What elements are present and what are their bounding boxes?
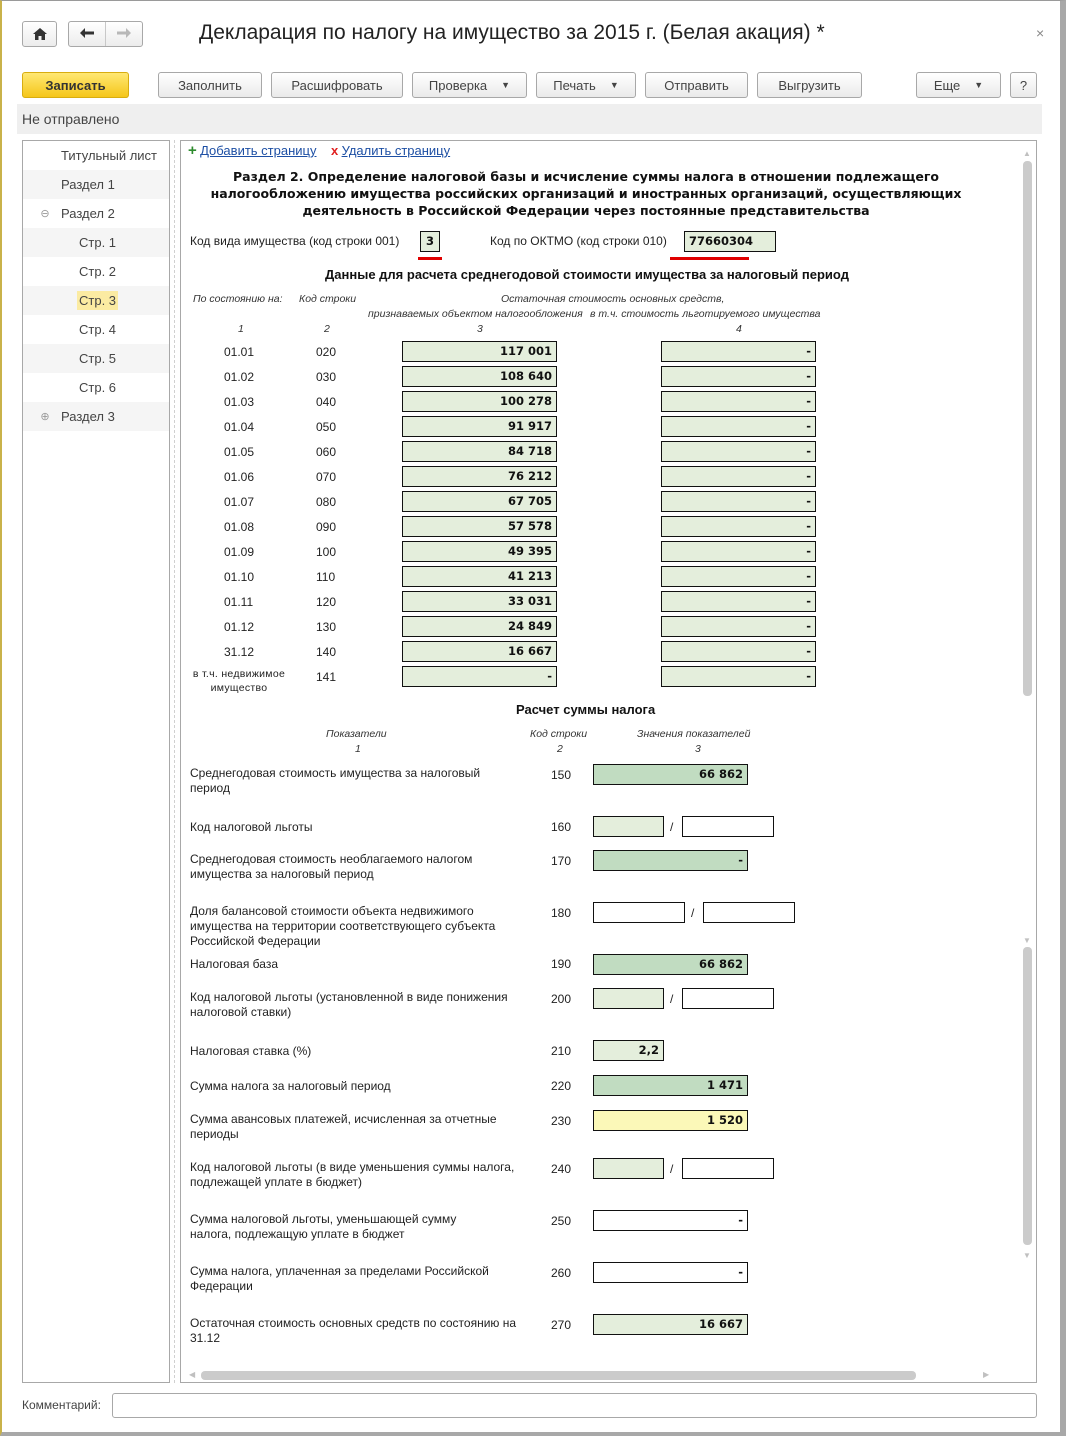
indicator-label: Среднегодовая стоимость необлагаемого налогом имущества за налоговый период	[190, 852, 473, 881]
scroll-right-icon[interactable]: ▶	[983, 1370, 990, 1379]
exempt-value-field[interactable]: -	[661, 341, 816, 362]
comment-input[interactable]	[112, 1393, 1037, 1418]
col-header-indicator: Показатели	[326, 728, 387, 740]
share-numerator-field[interactable]	[593, 902, 685, 923]
taxable-value-field[interactable]: 16 667	[402, 641, 557, 662]
save-button[interactable]	[22, 72, 129, 98]
row-date: 01.10	[224, 570, 255, 584]
col-header-residual: Остаточная стоимость основных средств,	[501, 293, 725, 305]
exempt-value-field[interactable]: -	[661, 416, 816, 437]
line-code: 150	[551, 768, 572, 782]
row-code: 110	[316, 570, 336, 584]
avg-table-title: Данные для расчета среднегодовой стоимости имущества за налоговый период	[325, 267, 849, 282]
home-icon	[33, 28, 47, 40]
row-date: 01.01	[224, 345, 255, 359]
row-code: 030	[316, 370, 337, 384]
indicator-label: Доля балансовой стоимости объекта недвижимого имущества на территории соответствующего субъекта Российской Федерации	[190, 904, 496, 948]
sidebar-item-label: Раздел 2	[61, 206, 115, 221]
line-code: 260	[551, 1266, 572, 1280]
row-code: 141	[316, 670, 337, 684]
taxable-value-field[interactable]: 33 031	[402, 591, 557, 612]
col-header-value: Значения показателей	[637, 728, 751, 740]
decode-button[interactable]	[271, 72, 403, 98]
foreign-tax-field[interactable]: -	[593, 1262, 748, 1283]
exempt-value-field[interactable]: -	[661, 616, 816, 637]
taxable-value-field[interactable]: 67 705	[402, 491, 557, 512]
row-code: 040	[316, 395, 337, 409]
taxable-value-field[interactable]: 49 395	[402, 541, 557, 562]
row-code: 080	[316, 495, 337, 509]
taxable-value-field[interactable]: 100 278	[402, 391, 557, 412]
indicator-label: Среднегодовая стоимость имущества за налоговый период	[190, 766, 481, 795]
indicator-label: Остаточная стоимость основных средств по состоянию на 31.12	[190, 1316, 517, 1345]
section-tree	[22, 140, 170, 1383]
help-icon: ?	[1019, 77, 1028, 93]
comment-label: Комментарий:	[22, 1398, 101, 1412]
taxable-value-field[interactable]: 41 213	[402, 566, 557, 587]
taxable-value-field[interactable]: 24 849	[402, 616, 557, 637]
send-status: Не отправлено	[17, 104, 1042, 134]
home-button[interactable]	[22, 21, 57, 47]
col-number: 1	[355, 743, 361, 755]
indicator-label: Сумма налоговой льготы, уменьшающей сумму налога, подлежащую уплате в бюджет	[190, 1212, 457, 1241]
line-code: 160	[551, 820, 572, 834]
row-code: 130	[316, 620, 337, 634]
history-nav	[68, 21, 143, 47]
sidebar-item-section-2[interactable]	[23, 199, 169, 228]
chevron-down-icon: ▼	[609, 80, 619, 90]
line-code: 230	[551, 1114, 572, 1128]
scroll-left-icon[interactable]: ◀	[189, 1370, 196, 1379]
line-code: 240	[551, 1162, 572, 1176]
benefit-amount-field[interactable]: -	[593, 1210, 748, 1231]
close-icon[interactable]: ×	[1036, 25, 1045, 41]
fill-label: Заполнить	[178, 77, 242, 93]
row-date: 31.12	[224, 645, 255, 659]
exempt-value-field[interactable]: -	[661, 441, 816, 462]
delete-page-action[interactable]	[331, 143, 450, 158]
sidebar-item-label: Титульный лист	[61, 148, 158, 163]
col-header-code: Код строки	[299, 293, 357, 305]
rate-benefit-extra-field[interactable]	[682, 988, 774, 1009]
row-date: 01.07	[224, 495, 255, 509]
row-date: 01.03	[224, 395, 255, 409]
check-dropdown[interactable]	[412, 72, 527, 98]
row-date: 01.05	[224, 445, 255, 459]
oktmo-label: Код по ОКТМО (код строки 010)	[490, 234, 667, 248]
line-code: 200	[551, 992, 572, 1006]
exempt-value-field[interactable]: -	[661, 491, 816, 512]
taxable-value-field[interactable]: 91 917	[402, 416, 557, 437]
back-button[interactable]	[69, 22, 106, 46]
sidebar-item-title-page[interactable]	[23, 141, 169, 170]
row-code: 120	[316, 595, 337, 609]
sidebar-item-section-3[interactable]	[23, 402, 169, 431]
expand-icon[interactable]: ⊕	[40, 411, 50, 423]
taxable-value-field[interactable]: 57 578	[402, 516, 557, 537]
sidebar-item-page-5[interactable]	[23, 344, 169, 373]
col-number: 1	[238, 323, 244, 335]
benefit-code-extra-field[interactable]	[682, 816, 774, 837]
decode-label: Расшифровать	[291, 77, 383, 93]
help-button[interactable]	[1010, 72, 1037, 98]
row-code: 060	[316, 445, 337, 459]
scroll-down-icon[interactable]: ▼	[1023, 1251, 1031, 1260]
col-header-exempt: в т.ч. стоимость льготируемого имущества	[590, 308, 821, 320]
line-code: 210	[551, 1044, 572, 1058]
row-code: 140	[316, 645, 337, 659]
forward-button[interactable]	[106, 22, 142, 46]
row-date: 01.09	[224, 545, 255, 559]
vertical-scrollbar-thumb[interactable]	[1023, 161, 1032, 696]
more-dropdown[interactable]	[916, 72, 1001, 98]
indicator-label: Сумма налога за налоговый период	[190, 1079, 391, 1093]
oktmo-field[interactable]: 77660304	[684, 231, 776, 252]
col-number: 3	[477, 323, 483, 335]
exempt-value-field[interactable]: -	[661, 541, 816, 562]
slash-separator: /	[670, 992, 674, 1006]
reduction-benefit-code-field[interactable]	[593, 1158, 664, 1179]
sidebar-item-page-3[interactable]	[23, 286, 169, 315]
exempt-value-field[interactable]: -	[661, 516, 816, 537]
row-date: 01.08	[224, 520, 255, 534]
plus-icon: +	[188, 142, 197, 159]
horizontal-scrollbar-thumb[interactable]	[201, 1371, 916, 1380]
share-denominator-field[interactable]	[703, 902, 795, 923]
col-number: 2	[324, 323, 330, 335]
property-code-field[interactable]: 3	[420, 231, 440, 252]
window-title: Декларация по налогу на имущество за 2015 г. (Белая акация) *	[199, 21, 825, 44]
reduction-benefit-extra-field[interactable]	[682, 1158, 774, 1179]
exempt-value-field[interactable]: -	[661, 641, 816, 662]
exempt-value-field[interactable]: -	[661, 391, 816, 412]
sidebar-item-page-2[interactable]	[23, 257, 169, 286]
slash-separator: /	[691, 906, 695, 920]
line-code: 180	[551, 906, 572, 920]
sidebar-item-page-4[interactable]	[23, 315, 169, 344]
form-content	[180, 140, 1037, 1383]
row-date: 01.06	[224, 470, 255, 484]
indicator-label: Сумма налога, уплаченная за пределами Российской Федерации	[190, 1264, 489, 1293]
delete-icon: x	[331, 143, 339, 158]
line-code: 250	[551, 1214, 572, 1228]
residual-value-field[interactable]: 16 667	[593, 1314, 748, 1335]
export-button[interactable]	[757, 72, 862, 98]
col-header-code: Код строки	[530, 728, 588, 740]
save-label: Записать	[45, 77, 106, 93]
col-header-taxable: признаваемых объектом налогообложения	[368, 308, 583, 320]
col-number: 2	[557, 743, 563, 755]
slash-separator: /	[670, 820, 674, 834]
sidebar-item-page-6[interactable]	[23, 373, 169, 402]
check-label: Проверка	[428, 77, 488, 93]
rate-benefit-code-field[interactable]	[593, 988, 664, 1009]
required-underline	[670, 257, 749, 260]
tax-rate-field[interactable]: 2,2	[593, 1040, 664, 1061]
indicator-label: Код налоговой льготы (в виде уменьшения суммы налога, подлежащей уплате в бюджет)	[190, 1160, 515, 1189]
arrow-left-icon	[80, 28, 94, 38]
exempt-avg-value-field[interactable]: -	[593, 850, 748, 871]
indicator-label: Код налоговой льготы (установленной в виде понижения налоговой ставки)	[190, 990, 508, 1019]
exempt-value-field[interactable]: -	[661, 566, 816, 587]
indicator-label: Код налоговой льготы	[190, 820, 313, 834]
indicator-label: Налоговая база	[190, 957, 278, 971]
add-page-link[interactable]: Добавить страницу	[200, 143, 317, 158]
exempt-value-field[interactable]: -	[661, 366, 816, 387]
col-header-date: По состоянию на:	[193, 293, 283, 305]
row-code: 050	[316, 420, 337, 434]
required-underline	[418, 257, 442, 260]
tax-amount-field[interactable]: 1 471	[593, 1075, 748, 1096]
taxable-value-field[interactable]: -	[402, 666, 557, 687]
sidebar-item-label: Стр. 2	[79, 264, 117, 279]
collapse-icon[interactable]: ⊖	[40, 208, 50, 220]
sidebar-item-label: Стр. 3	[79, 293, 117, 308]
tax-calc-title: Расчет суммы налога	[516, 702, 656, 717]
taxable-value-field[interactable]: 84 718	[402, 441, 557, 462]
line-code: 170	[551, 854, 572, 868]
sidebar-item-page-1[interactable]	[23, 228, 169, 257]
slash-separator: /	[670, 1162, 674, 1176]
tax-base-field[interactable]: 66 862	[593, 954, 748, 975]
chevron-down-icon: ▼	[974, 80, 984, 90]
avg-value-field[interactable]: 66 862	[593, 764, 748, 785]
row-date: 01.02	[224, 370, 255, 384]
print-label: Печать	[553, 77, 596, 93]
property-code-label: Код вида имущества (код строки 001)	[190, 234, 400, 248]
row-date: 01.12	[224, 620, 255, 634]
export-label: Выгрузить	[778, 77, 841, 93]
scroll-up-icon[interactable]: ▲	[1023, 149, 1031, 158]
line-code: 190	[551, 957, 572, 971]
row-date: в т.ч. недвижимое имущество	[192, 668, 286, 694]
arrow-right-icon	[117, 28, 131, 38]
advance-payments-field[interactable]: 1 520	[593, 1110, 748, 1131]
taxable-value-field[interactable]: 108 640	[402, 366, 557, 387]
row-code: 090	[316, 520, 337, 534]
sidebar-item-label: Стр. 6	[79, 380, 117, 395]
exempt-value-field[interactable]: -	[661, 466, 816, 487]
fill-button[interactable]	[158, 72, 262, 98]
line-code: 220	[551, 1079, 572, 1093]
sidebar-item-label: Раздел 1	[61, 177, 115, 192]
sidebar-item-section-1[interactable]	[23, 170, 169, 199]
sidebar-item-label: Стр. 1	[79, 235, 117, 250]
row-code: 100	[316, 545, 337, 559]
taxable-value-field[interactable]: 117 001	[402, 341, 557, 362]
col-number: 4	[736, 323, 742, 335]
indicator-label: Сумма авансовых платежей, исчисленная за отчетные периоды	[190, 1112, 497, 1141]
row-code: 070	[316, 470, 337, 484]
benefit-code-field[interactable]	[593, 816, 664, 837]
row-code: 020	[316, 345, 337, 359]
chevron-down-icon: ▼	[501, 80, 511, 90]
add-page-action[interactable]	[188, 142, 316, 159]
delete-page-link[interactable]: Удалить страницу	[341, 143, 451, 158]
line-code: 270	[551, 1318, 572, 1332]
send-button[interactable]	[645, 72, 748, 98]
send-label: Отправить	[664, 77, 729, 93]
col-number: 3	[695, 743, 701, 755]
print-dropdown[interactable]	[536, 72, 636, 98]
row-date: 01.11	[224, 595, 254, 609]
sidebar-item-label: Стр. 5	[79, 351, 117, 366]
section-title: Раздел 2. Определение налоговой базы и исчисление суммы налога в отношении подлежащего налогообложению имущества российских организаций и иностранных организаций, осуществляющих деятельность в Российской Федерации через постоянные представительства	[210, 169, 962, 218]
exempt-value-field[interactable]: -	[661, 666, 816, 687]
sidebar-item-label: Раздел 3	[61, 409, 115, 424]
taxable-value-field[interactable]: 76 212	[402, 466, 557, 487]
row-date: 01.04	[224, 420, 255, 434]
panel-splitter[interactable]	[174, 140, 175, 1383]
indicator-label: Налоговая ставка (%)	[190, 1044, 312, 1058]
more-label: Еще	[933, 77, 961, 93]
scroll-down-icon[interactable]: ▼	[1023, 936, 1031, 945]
exempt-value-field[interactable]: -	[661, 591, 816, 612]
vertical-scrollbar-thumb-lower[interactable]	[1023, 947, 1032, 1245]
sidebar-item-label: Стр. 4	[79, 322, 117, 337]
